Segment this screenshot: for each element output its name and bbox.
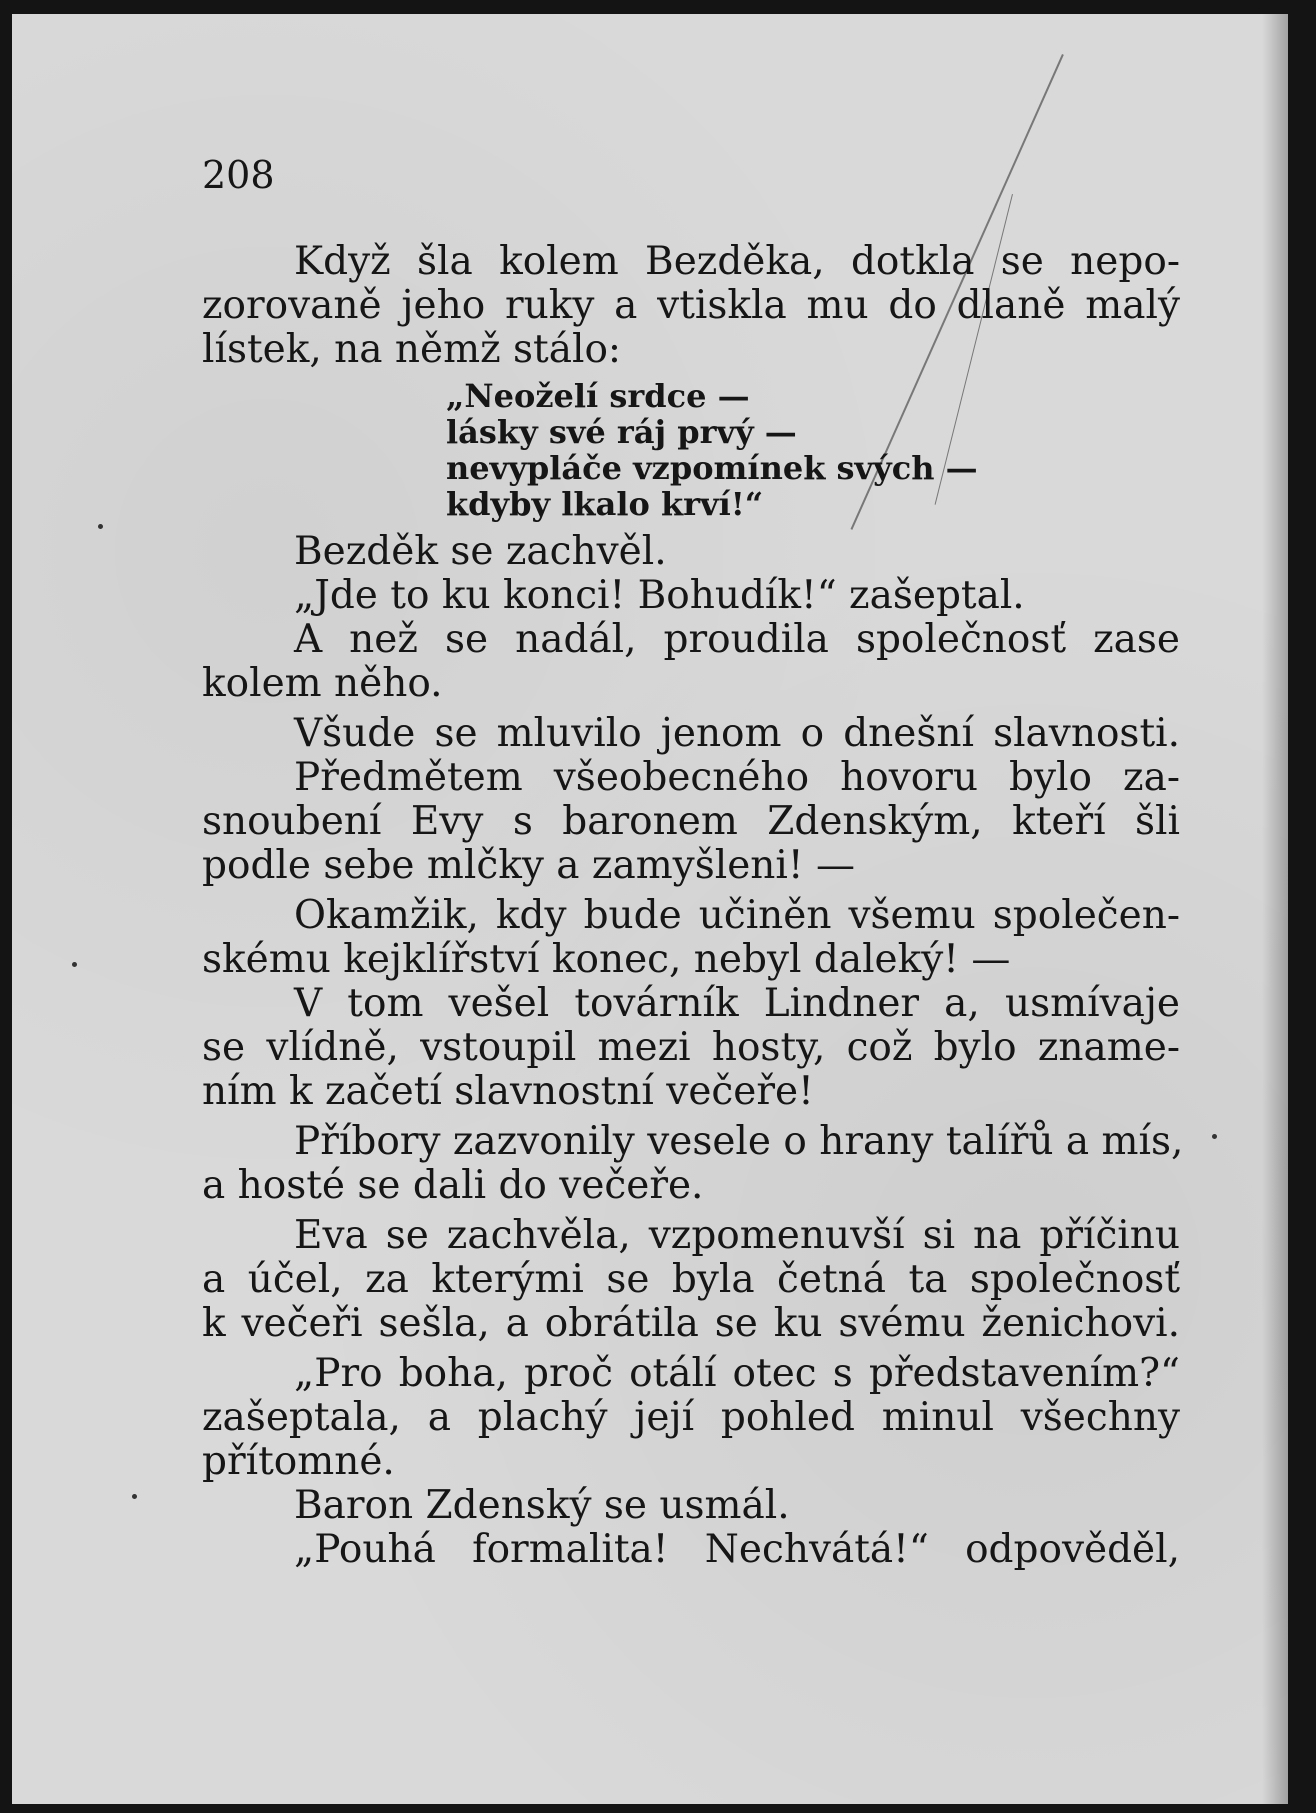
dust-speck (132, 1494, 137, 1499)
text-line: skému kejklířství konec, nebyl daleký! — (202, 937, 1011, 982)
page-number: 208 (202, 153, 275, 197)
paragraph (202, 618, 1180, 706)
text-line: Předmětem všeobecného hovoru bylo za- (294, 755, 1180, 800)
verse-quote (446, 378, 1180, 522)
text-line: „Jde to ku konci! Bohudík!“ zašeptal. (294, 573, 1025, 618)
body-text (202, 239, 1184, 1572)
verse-line: nevypláče vzpomínek svých — (446, 449, 978, 487)
verse-line: „Neoželí srdce — (446, 377, 750, 415)
text-line: Všude se mluvilo jenom o dnešní slavnosti. (294, 711, 1180, 756)
text-line: lístek, na němž stálo: (202, 327, 622, 372)
text-line: se vlídně, vstoupil mezi hosty, což bylo zname- (202, 1025, 1180, 1070)
text-line: a hosté se dali do večeře. (202, 1163, 704, 1208)
text-line: Okamžik, kdy bude učiněn všemu společen- (294, 893, 1180, 938)
dust-speck (98, 524, 103, 529)
paragraph (202, 1214, 1180, 1346)
text-line: V tom vešel továrník Lindner a, usmívaje (294, 981, 1180, 1026)
text-line: podle sebe mlčky a zamyšleni! — (202, 843, 855, 888)
text-line: a účel, za kterými se byla četná ta společnosť (202, 1257, 1180, 1302)
paragraph (202, 240, 1180, 372)
paragraph (202, 1352, 1180, 1484)
text-line: A než se nadál, proudila společnosť zase (294, 617, 1180, 662)
text-line: přítomné. (202, 1439, 395, 1484)
paragraph (202, 982, 1180, 1114)
text-line: zašeptala, a plachý její pohled minul všechny (202, 1395, 1180, 1440)
text-line: k večeři sešla, a obrátila se ku svému ženichovi. (202, 1301, 1180, 1346)
text-line: „Pro boha, proč otálí otec s představením?“ (294, 1351, 1180, 1396)
dust-speck (1212, 1134, 1217, 1139)
verse-line: kdyby lkalo krví!“ (446, 485, 764, 523)
text-line: ním k začetí slavnostní večeře! (202, 1069, 814, 1114)
text-line: zorovaně jeho ruky a vtiskla mu do dlaně malý (202, 283, 1180, 328)
paragraph (202, 756, 1180, 888)
dust-speck (72, 962, 77, 967)
paragraph (202, 894, 1180, 982)
text-line: Když šla kolem Bezděka, dotkla se nepo- (294, 239, 1180, 284)
text-line: snoubení Evy s baronem Zdenským, kteří šli (202, 799, 1180, 844)
book-page (12, 14, 1288, 1804)
text-line: Baron Zdenský se usmál. (294, 1483, 790, 1528)
paragraph (202, 1119, 1184, 1208)
text-line: „Pouhá formalita! Nechvátá!“ odpověděl, (294, 1527, 1180, 1572)
text-line: Příbory zazvonily vesele o hrany talířů a mís, (294, 1119, 1184, 1164)
text-line: Eva se zachvěla, vzpomenuvší si na příčinu (294, 1213, 1180, 1258)
page-edge-shadow (1262, 14, 1288, 1804)
verse-line: lásky své ráj prvý — (446, 413, 797, 451)
text-line: kolem něho. (202, 661, 443, 706)
text-line: Bezděk se zachvěl. (294, 529, 667, 574)
